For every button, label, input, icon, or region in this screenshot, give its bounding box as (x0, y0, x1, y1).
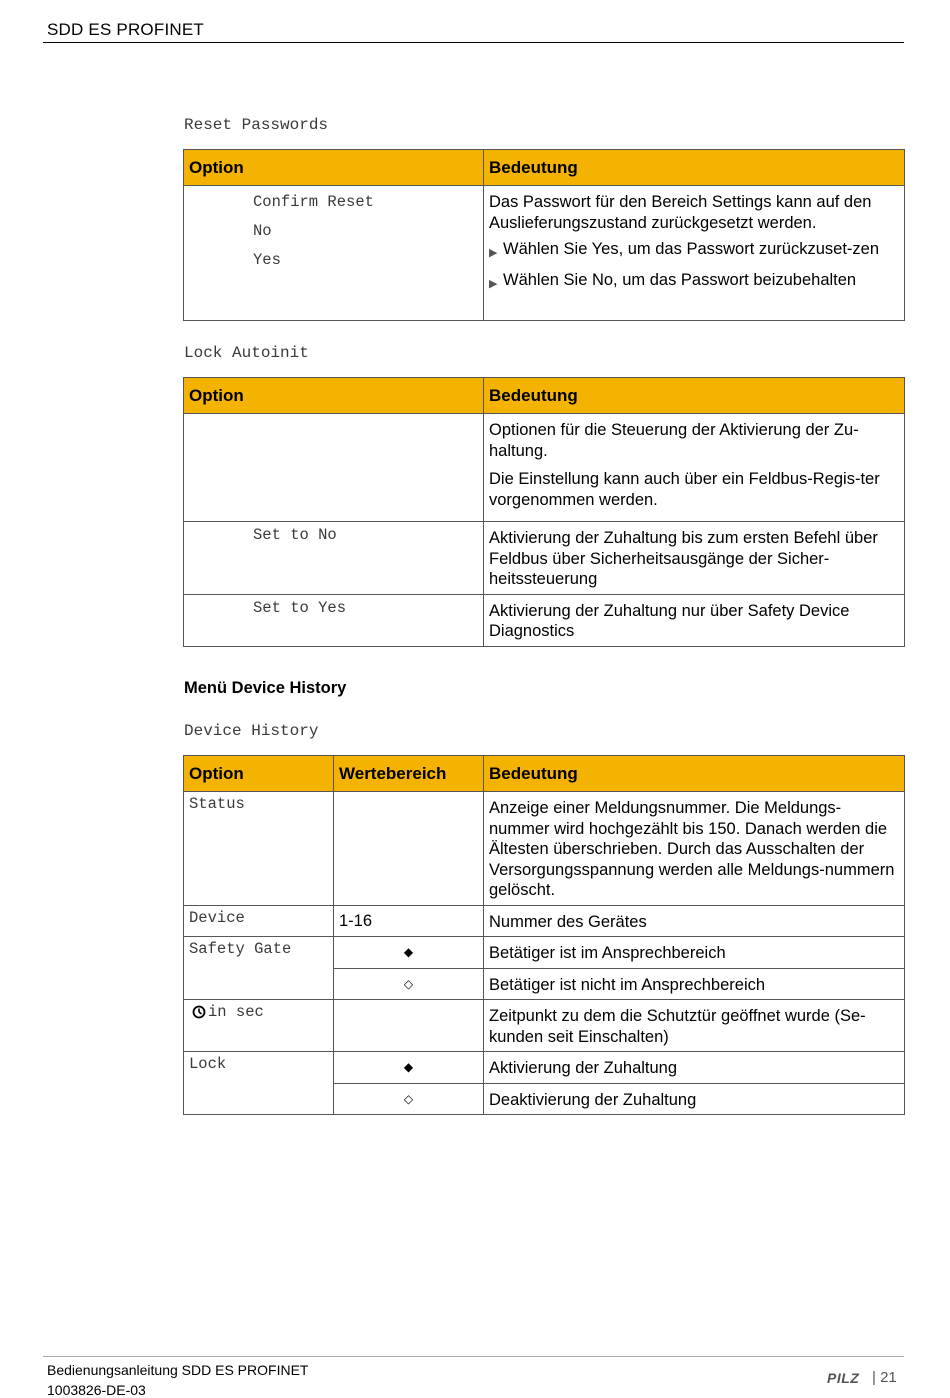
range-cell (334, 1052, 484, 1084)
page-number: | 21 (872, 1369, 897, 1386)
footer-rule (43, 1356, 904, 1357)
bullet-text: Wählen Sie Yes, um das Passwort zurückzuset-zen (503, 240, 880, 258)
range-cell (334, 792, 484, 906)
table-row (184, 792, 905, 906)
triangle-bullet-icon: ▶ (489, 277, 498, 290)
clock-icon (192, 1005, 206, 1019)
meaning-cell (484, 414, 905, 522)
meaning-cell: Aktivierung der Zuhaltung (484, 1052, 905, 1084)
reset-passwords-table (183, 149, 905, 321)
device-history-label: Device History (184, 722, 319, 740)
range-cell (334, 937, 484, 969)
option-cell (184, 414, 484, 522)
range-cell (334, 905, 484, 937)
option-cell (184, 792, 334, 906)
column-header-option: Option (184, 378, 484, 414)
table-header-row (184, 378, 905, 414)
lock-autoinit-table (183, 377, 905, 647)
option-cell (184, 522, 484, 595)
column-header-meaning: Bedeutung (484, 756, 905, 792)
table-row (184, 1000, 905, 1052)
footer-manual-title: Bedienungsanleitung SDD ES PROFINET (47, 1362, 309, 1378)
reset-passwords-label: Reset Passwords (184, 116, 329, 134)
option-cell (184, 594, 484, 646)
meaning-cell: Nummer des Gerätes (484, 905, 905, 937)
footer-document-number: 1003826-DE-03 (47, 1382, 146, 1398)
device-history-table (183, 755, 905, 1115)
option-cell (184, 1000, 334, 1052)
option-set-to-yes: Set to Yes (253, 598, 347, 617)
table-row (184, 522, 905, 595)
document-header-title: SDD ES PROFINET (47, 20, 204, 39)
reset-description: Das Passwort für den Bereich Settings kann auf den Auslieferungszustand zurückgesetzt werden. (489, 193, 872, 232)
meaning-cell: Betätiger ist nicht im Ansprechbereich (484, 968, 905, 1000)
column-header-range: Wertebereich (334, 756, 484, 792)
option-cell (184, 1052, 334, 1115)
column-header-option: Option (184, 150, 484, 186)
column-header-option: Option (184, 756, 334, 792)
meaning-cell: Aktivierung der Zuhaltung nur über Safety Device Diagnostics (484, 594, 905, 646)
meaning-cell (484, 186, 905, 321)
table-row (184, 594, 905, 646)
lock-autoinit-description-1: Optionen für die Steuerung der Aktivierung der Zu-haltung. (489, 421, 859, 460)
meaning-cell: Anzeige einer Meldungsnummer. Die Meldungs-nummer wird hochgezählt bis 150. Danach werden die Ältesten überschrieben. Durch das Ausschalten der Versorgungsspannung werden alle Meldungs-nummern gelöscht. (484, 792, 905, 906)
option-set-to-no: Set to No (253, 526, 337, 544)
list-item (489, 270, 900, 295)
bullet-text: Wählen Sie No, um das Passwort beizubehalten (503, 270, 857, 289)
column-header-meaning: Bedeutung (484, 150, 905, 186)
table-row (184, 937, 905, 969)
pilz-logo: PILZ (827, 1370, 860, 1386)
range-cell (334, 1083, 484, 1115)
option-cell (184, 186, 484, 321)
option-time-in-sec: in sec (208, 1003, 264, 1021)
filled-diamond-icon: ◆ (403, 945, 414, 959)
option-cell (184, 937, 334, 1000)
table-row (184, 905, 905, 937)
option-yes: Yes (253, 251, 281, 269)
device-history-heading: Menü Device History (184, 679, 347, 697)
open-diamond-icon: ◇ (403, 976, 414, 991)
list-item (489, 239, 900, 264)
filled-diamond-icon: ◆ (403, 1060, 414, 1074)
option-cell (184, 905, 334, 937)
range-cell (334, 968, 484, 1000)
header-rule (43, 42, 904, 43)
meaning-cell: Zeitpunkt zu dem die Schutztür geöffnet wurde (Se-kunden seit Einschalten) (484, 1000, 905, 1052)
meaning-cell: Deaktivierung der Zuhaltung (484, 1083, 905, 1115)
table-row (184, 186, 905, 321)
table-header-row (184, 150, 905, 186)
meaning-cell: Aktivierung der Zuhaltung bis zum ersten Befehl über Feldbus über Sicherheitsausgänge der Sicher-heitssteuerung (484, 522, 905, 595)
table-row (184, 1052, 905, 1084)
option-device: Device (189, 908, 245, 927)
open-diamond-icon: ◇ (403, 1091, 414, 1106)
lock-autoinit-description-2: Die Einstellung kann auch über ein Feldbus-Regis-ter vorgenommen werden. (489, 470, 880, 509)
triangle-bullet-icon: ▶ (489, 247, 498, 259)
option-status: Status (189, 795, 245, 813)
option-confirm-reset: Confirm Reset (253, 193, 374, 211)
table-header-row (184, 756, 905, 792)
lock-autoinit-label: Lock Autoinit (184, 344, 309, 362)
table-row (184, 414, 905, 522)
option-lock: Lock (189, 1055, 227, 1073)
device-range: 1-16 (339, 911, 373, 930)
meaning-cell: Betätiger ist im Ansprechbereich (484, 937, 905, 969)
column-header-meaning: Bedeutung (484, 378, 905, 414)
range-cell (334, 1000, 484, 1052)
option-safety-gate: Safety Gate (189, 940, 292, 958)
option-no: No (253, 222, 272, 240)
